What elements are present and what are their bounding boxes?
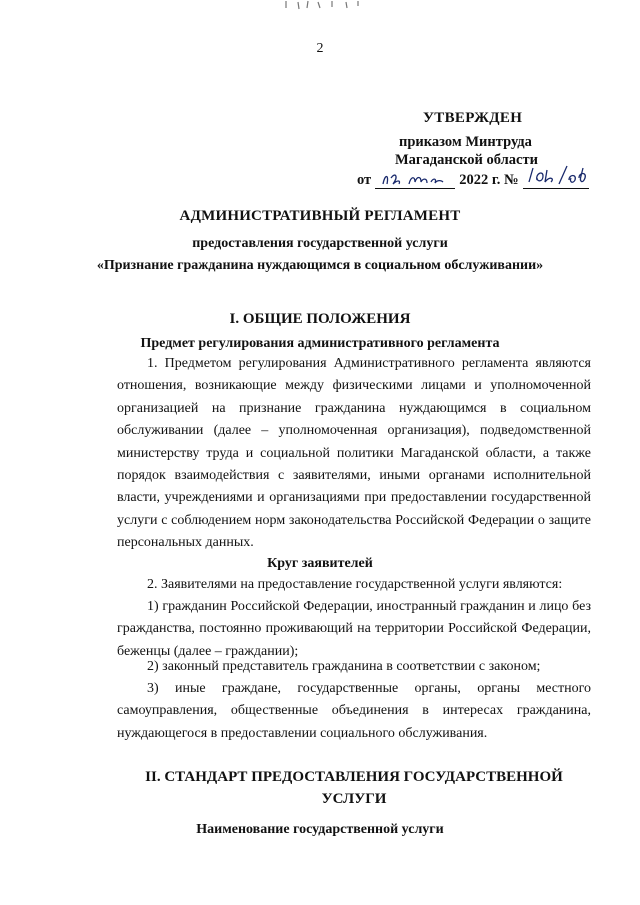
- paragraph-1: 1. Предметом регулирования Административного регламента являются отношения, возникающие между физическими лицами и уполномоченной организацией на признание гражданина нуждающимся в социальном обслуживании (далее – уполномоченная организация), подведомственной министерству труда и социальной политики Магаданской области, а также порядок взаимодействия с заявителями, иными органами исполнительной власти, учреждениями и организациями при предоставлении государственной услуги с соблюдением норм законодательства Российской Федерации о защите персональных данных.: [117, 356, 591, 551]
- scan-artifact-marks: [282, 0, 362, 10]
- approval-region-line: Магаданской области: [395, 152, 538, 168]
- document-subtitle-line1: предоставления государственной услуги: [192, 236, 448, 251]
- list-item-3: 3) иные граждане, государственные органы, органы местного самоуправления, общественные объединения в интересах гражданина, нуждающегося в предоставлении социального обслуживания.: [117, 681, 591, 741]
- section1-heading: I. ОБЩИЕ ПОЛОЖЕНИЯ: [229, 311, 411, 327]
- approval-from-label: от: [357, 172, 372, 188]
- approval-number-field: [523, 172, 589, 189]
- page-number: 2: [316, 41, 324, 56]
- section2-subsection1-title: Наименование государственной услуги: [196, 822, 444, 837]
- approval-order-line: приказом Минтруда: [399, 134, 532, 150]
- document-title: АДМИНИСТРАТИВНЫЙ РЕГЛАМЕНТ: [179, 208, 461, 224]
- handwritten-date-signature: [375, 168, 455, 190]
- section1-subsection1-title: Предмет регулирования административного регламента: [140, 336, 500, 351]
- approval-date-field: [375, 172, 455, 189]
- approval-date-line: [357, 172, 589, 189]
- section1-subsection2-title: Круг заявителей: [267, 556, 373, 571]
- approval-title: УТВЕРЖДЕН: [423, 110, 523, 126]
- list-item-1: 1) гражданин Российской Федерации, иностранный гражданин и лицо без гражданства, постоянно проживающий на территории Российской Федерации, беженцы (далее – граждании);: [117, 599, 591, 659]
- document-subtitle-line2: «Признание гражданина нуждающимся в социальном обслуживании»: [96, 258, 544, 273]
- section2-heading: II. СТАНДАРТ ПРЕДОСТАВЛЕНИЯ ГОСУДАРСТВЕННОЙ УСЛУГИ: [145, 769, 563, 807]
- list-item-2: 2) законный представитель гражданина в соответствии с законом;: [147, 659, 541, 674]
- handwritten-order-number: [523, 164, 589, 190]
- paragraph-2: 2. Заявителями на предоставление государственной услуги являются:: [147, 577, 563, 592]
- approval-year-label: 2022 г. №: [459, 172, 519, 188]
